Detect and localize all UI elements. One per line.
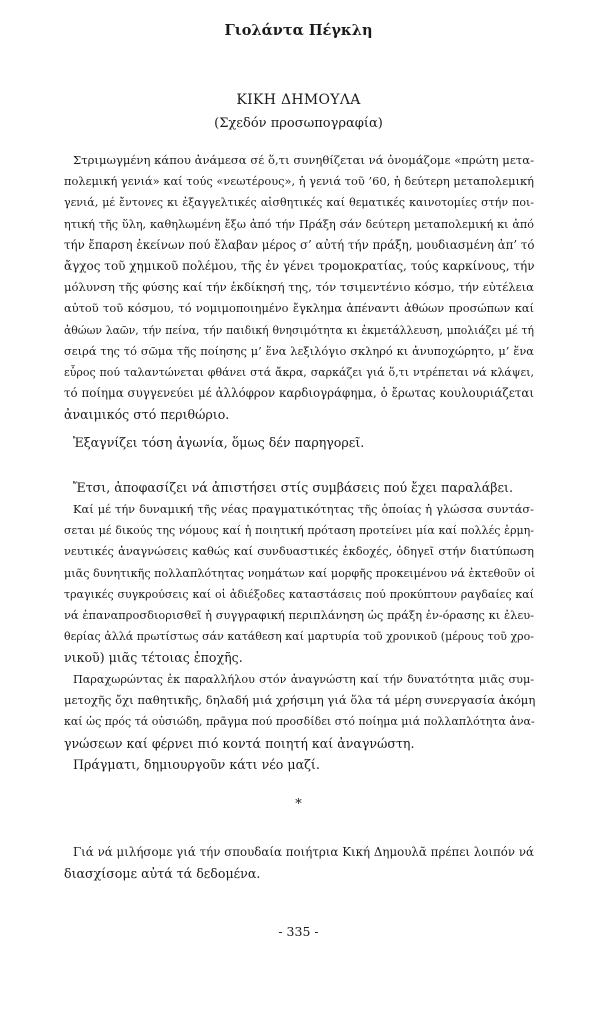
text-line: Γιά νά μιλήσομε γιά τήν σπουδαία ποιήτρια Κική Δημουλᾶ πρέπει λοιπόν νά <box>73 845 534 859</box>
text-line: γενιά, μέ ἔντονες κι ἐξαγγελτικές αἰσθητικές καί θεματικές καινοτομίες στήν ποι- <box>64 196 534 210</box>
text-line: μιᾶς δυνητικῆς πολλαπλότητας νοημάτων καί μορφῆς προκειμένου νά ἐκτεθοῦν οἱ <box>64 566 536 580</box>
text-line: ἀθώων λαῶν, τήν πείνα, τήν παιδική θνησιμότητα κι ἐκμετάλλευση, μπολιάζει μέ τή <box>64 323 534 337</box>
text-line: Καί μέ τήν δυναμική τῆς νέας πραγματικότητας τῆς ὁποίας ἡ γλώσσα συντάσ- <box>73 502 534 516</box>
text-line: νευτικές ἀναγνώσεις καθώς καί συνδυαστικές ἐκδοχές, ὁδηγεῖ στήν διατύπωση <box>64 544 534 559</box>
section-separator: * <box>295 797 302 812</box>
paragraph-5 <box>64 669 534 754</box>
text-line: αὐτοῦ τοῦ κόσμου, τό νομιμοποιημένο ἔγκλημα ἀπέναντι ἀθώων προσώπων καί <box>64 301 534 316</box>
essay-subtitle: (Σχεδόν προσωπογραφία) <box>214 116 383 131</box>
essay-title: ΚΙΚΗ ΔΗΜΟΥΛΑ <box>236 92 361 108</box>
text-line: ἄγχος τοῦ χημικοῦ πολέμου, τῆς ἐν γένει τρομοκρατίας, τούς καρκίνους, τήν <box>64 258 535 273</box>
paragraph-1 <box>64 150 534 425</box>
text-line: τό ποίημα συγγενεύει μέ ἀλλόφρον καρδιογράφημα, ὁ ἔρωτας κουλουριάζεται <box>64 386 534 401</box>
text-line: μετοχῆς ὄχι παθητικῆς, δηλαδή μιά χρήσιμη γιά ὅλα τά μέρη συνεργασία ἀκόμη <box>64 693 536 708</box>
paragraph-4 <box>64 499 534 669</box>
text-line: εὖρος πού ταλαντώνεται φθάνει στά ἄκρα, σαρκάζει γιά ὅ,τι ντρέπεται νά κλάψει, <box>64 365 534 379</box>
text-line: Ἐξαγνίζει τόση ἀγωνία, ὅμως δέν παρηγορεῖ. <box>73 435 365 450</box>
paragraph-3 <box>64 477 534 498</box>
text-line: πολεμική γενιά» καί τούς «νεωτέρους», ἡ γενιά τοῦ ’60, ἡ δεύτερη μεταπολεμική <box>64 174 534 189</box>
text-line: γνώσεων καί φέρνει πιό κοντά ποιητή καί ἀναγνώστη. <box>64 735 415 751</box>
text-line: Ἔτσι, ἀποφασίζει νά ἀπιστήσει στίς συμβάσεις πού ἔχει παραλάβει. <box>73 480 513 495</box>
text-line: μόλυνση τῆς φύσης καί τήν ἐκδίκησή της, τόν τσιμεντένιο κόσμο, τήν εὐτέλεια <box>64 280 534 295</box>
text-line: Παραχωρώντας ἐκ παραλλήλου στόν ἀναγνώστη καί τήν δυνατότητα μιᾶς συμ- <box>73 673 534 686</box>
paragraph-6 <box>64 754 534 775</box>
paragraph-7 <box>64 842 534 884</box>
text-line: διασχίσομε αὐτά τά δεδομένα. <box>64 866 261 882</box>
text-line: ἀναιμικός στό περιθώριο. <box>64 407 230 423</box>
text-line: νικοῦ) μιᾶς τέτοιας ἐποχῆς. <box>64 650 243 666</box>
text-line: καί ὡς πρός τά οὐσιώδη, πρᾶγμα πού προσδίδει στό ποίημα μιά πολλαπλότητα ἀνα- <box>64 715 535 729</box>
text-line: σειρά της τό σῶμα τῆς ποίησης μ’ ἕνα λεξιλόγιο σκληρό κι ἀνυποχώρητο, μ’ ἕνα <box>64 343 534 358</box>
page-number: - 335 - <box>278 924 319 939</box>
paragraph-2 <box>64 432 534 453</box>
running-header-author: Γιολάντα Πέγκλη <box>224 22 373 39</box>
text-line: νά ἐπαναπροσδιορισθεῖ ἡ συγγραφική περιπλάνηση ὡς πράξη ἐν-όρασης κι ἐλευ- <box>64 607 534 622</box>
text-line: θερίας ἀλλά πρωτίστως σάν κατάθεση καί μαρτυρία τοῦ χρονικοῦ (μέρους τοῦ χρο- <box>64 630 534 644</box>
text-line: Στριμωγμένη κάπου ἀνάμεσα σέ ὅ,τι συνηθίζεται νά ὀνομάζομε «πρώτη μετα- <box>73 153 534 167</box>
text-line: τραγικές συγκρούσεις καί οἱ ἀδιέξοδες καταστάσεις πού προκύπτουν ραγδαίες καί <box>64 587 534 601</box>
text-line: ητική τῆς ὕλη, καθηλωμένη ἔξω ἀπό τήν Πράξη σάν δεύτερη μεταπολεμική κι ἀπό <box>64 217 534 231</box>
text-line: τήν ἔπαρση ἐκείνων πού ἔλαβαν μέρος σ’ αὐτή τήν πράξη, μουδιασμένη ἀπ’ τό <box>64 237 535 252</box>
text-line: Πράγματι, δημιουργοῦν κάτι νέο μαζί. <box>73 757 320 772</box>
text-line: σεται μέ δικούς της νόμους καί ἡ ποιητική πρόταση προτείνει μία καί πολλές ἑρμη- <box>64 524 534 538</box>
